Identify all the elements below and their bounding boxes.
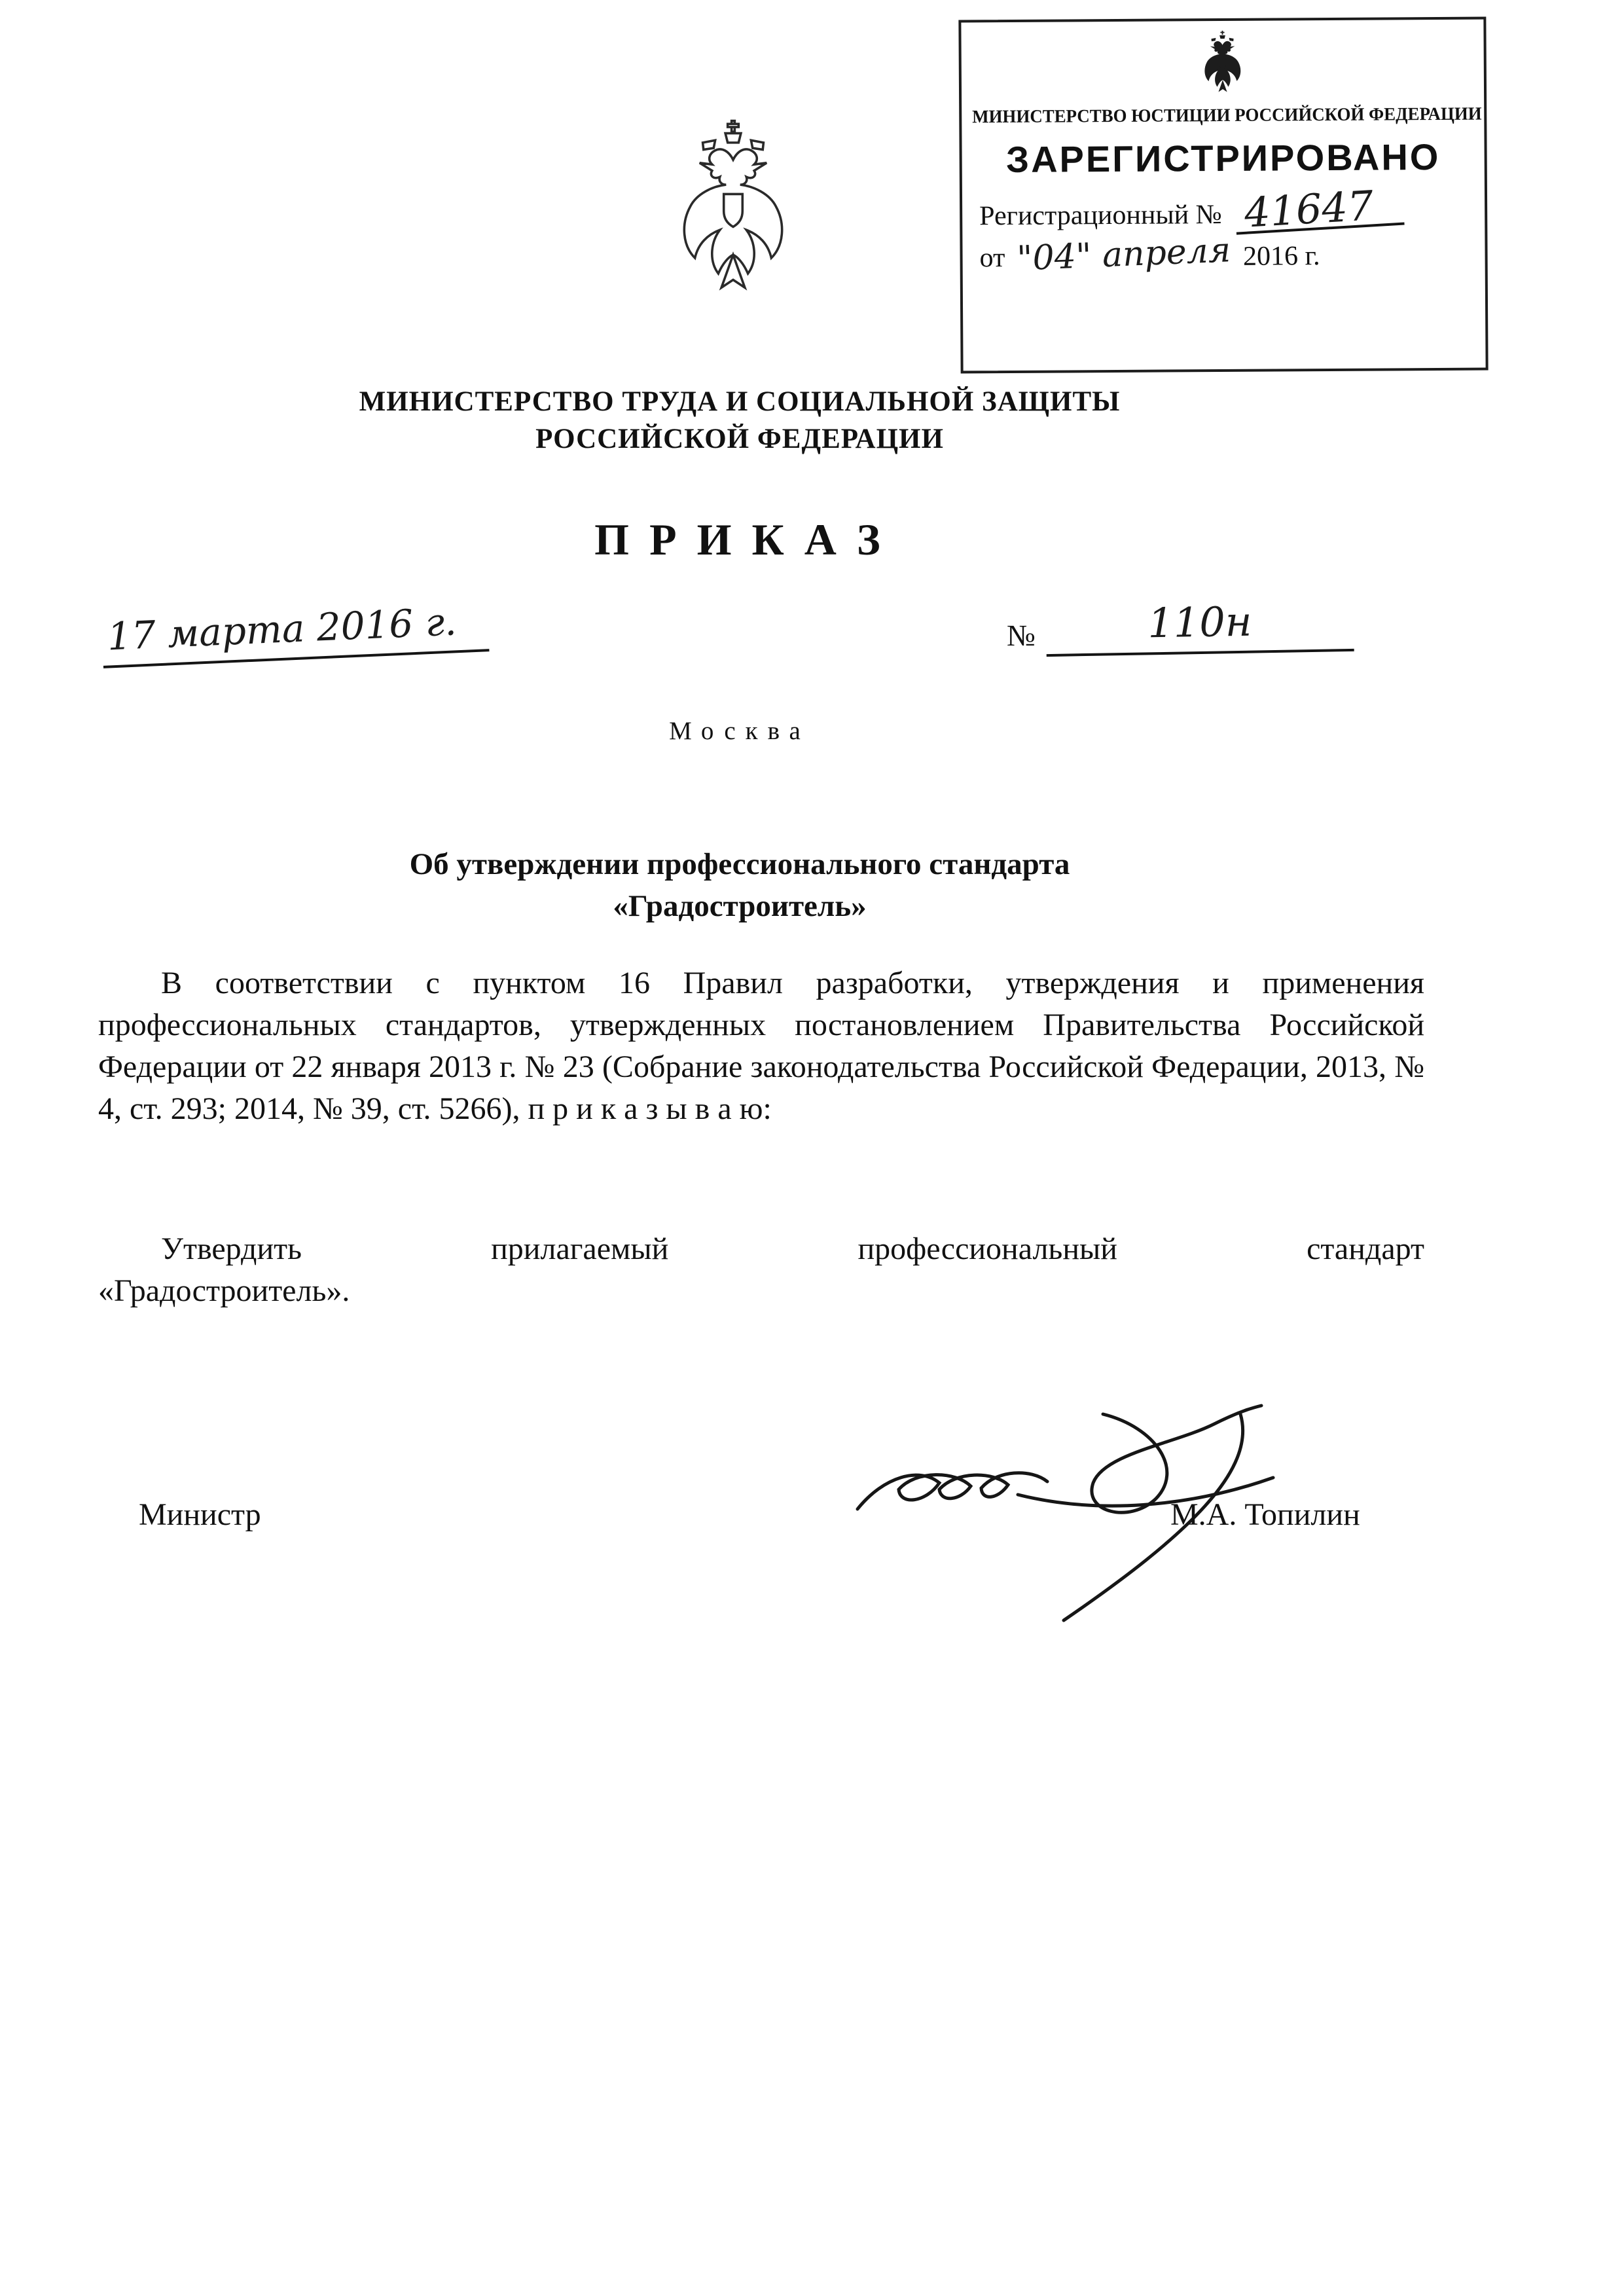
- document-header: [98, 383, 1381, 566]
- document-title: [98, 843, 1381, 927]
- document-date: 17 марта 2016 г.: [101, 598, 489, 668]
- ministry-name-line2: РОССИЙСКОЙ ФЕДЕРАЦИИ: [535, 424, 944, 454]
- registration-stamp: [958, 17, 1488, 374]
- registration-date-year: 2016 г.: [1242, 241, 1320, 272]
- coat-of-arms-icon: [651, 119, 815, 306]
- order-paragraph: [98, 1228, 1424, 1312]
- registration-date-line: [962, 230, 1485, 279]
- justice-coat-of-arms-icon: [1192, 30, 1253, 100]
- order-paragraph-line2: «Градостроитель».: [98, 1273, 350, 1308]
- document-title-line2: «Градостроитель»: [613, 889, 867, 923]
- document-type: П Р И К А З: [594, 515, 885, 564]
- minister-title: Министр: [139, 1497, 261, 1532]
- justice-ministry-name: МИНИСТЕРСТВО ЮСТИЦИИ РОССИЙСКОЙ ФЕДЕРАЦИИ: [972, 103, 1482, 128]
- document-number-value: 110н: [1045, 596, 1354, 657]
- body-paragraph: В соответствии с пунктом 16 Правил разработки, утверждения и применения профессиональных стандартов, утвержденных постановлением Правительства Российской Федерации от 22 января 2013 г. № 23 (Собрание законодательства Российской Федерации, 2013, № 4, ст. 293; 2014, № 39, ст. 5266), п р и к а з ы в а ю:: [98, 966, 1424, 1126]
- registration-number-label: Регистрационный №: [979, 200, 1222, 232]
- ministry-name-line1: МИНИСТЕРСТВО ТРУДА И СОЦИАЛЬНОЙ ЗАЩИТЫ: [359, 386, 1121, 417]
- order-paragraph-line1: Утвердить прилагаемый профессиональный стандарт: [161, 1231, 1424, 1266]
- city-label: Москва: [669, 717, 810, 745]
- registration-date-prefix: от: [979, 243, 1005, 274]
- registered-label: ЗАРЕГИСТРИРОВАНО: [1005, 136, 1441, 181]
- minister-name: М.А. Топилин: [1170, 1497, 1360, 1532]
- registration-number-value: 41647: [1235, 187, 1405, 235]
- document-number-label: №: [1007, 619, 1036, 652]
- registration-number-line: [962, 181, 1485, 237]
- registration-date-value: "04" апреля: [1016, 230, 1232, 279]
- date-number-row: [98, 597, 1427, 689]
- document-title-line1: Об утверждении профессионального стандарта: [409, 847, 1070, 881]
